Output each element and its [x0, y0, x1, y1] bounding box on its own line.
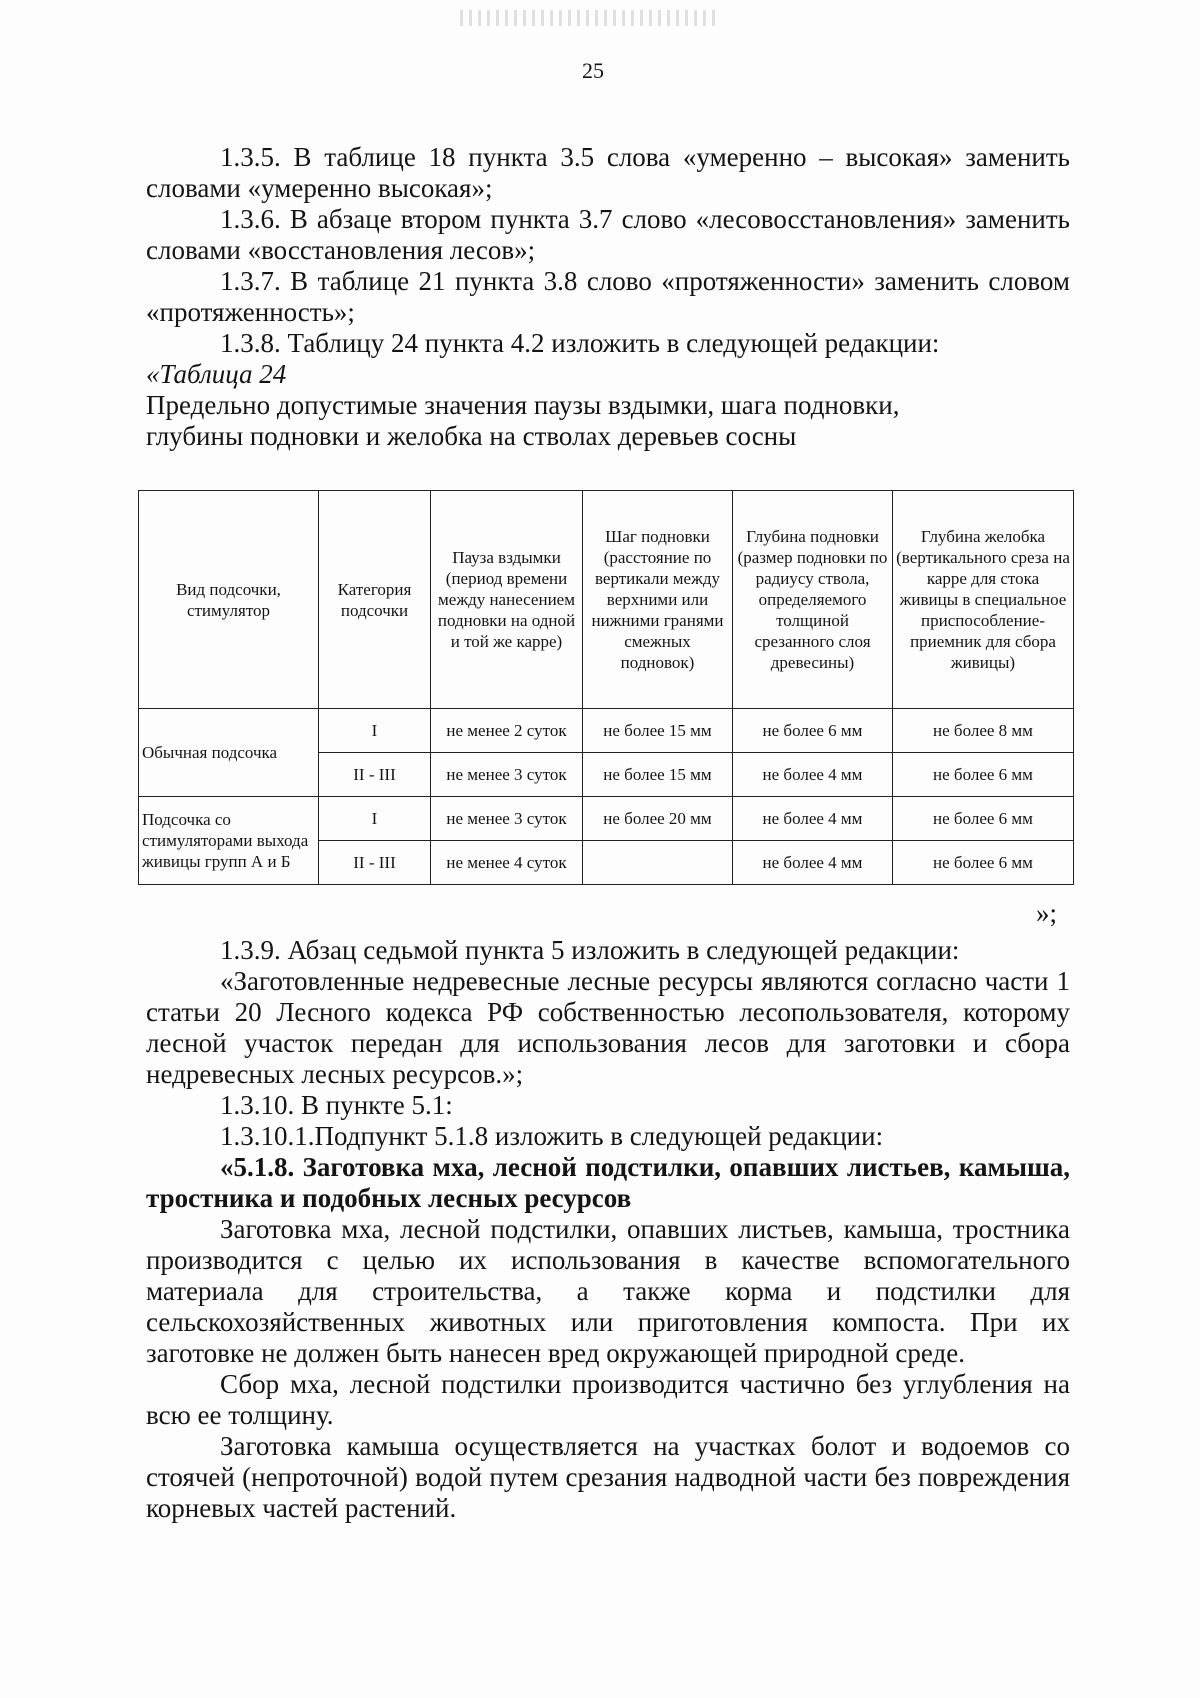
- cell-pause: не менее 3 суток: [431, 753, 583, 797]
- header-depth: Глубина подновки (размер подновки по радиусу ствола, определяемого толщиной срезанного слоя древесины): [733, 491, 893, 709]
- paragraph-quote: «Заготовленные недревесные лесные ресурсы являются согласно части 1 статьи 20 Лесного кодекса РФ собственностью лесопользователя, которому лесной участок передан для использования лесов для заготовки и сбора недревесных лесных ресурсов.»;: [146, 966, 1070, 1089]
- cell-category: I: [319, 709, 431, 753]
- cell-category: I: [319, 797, 431, 841]
- cell-depth: не более 4 мм: [733, 797, 893, 841]
- cell-groove: не более 6 мм: [893, 753, 1074, 797]
- paragraph-1-3-10: 1.3.10. В пункте 5.1:: [220, 1090, 453, 1120]
- cell-step: [583, 841, 733, 885]
- cell-pause: не менее 3 суток: [431, 797, 583, 841]
- table-title-line-1: Предельно допустимые значения паузы вздымки, шага подновки,: [146, 390, 900, 420]
- paragraph-1-3-6: 1.3.6. В абзаце втором пункта 3.7 слово «лесовосстановления» заменить словами «восстановления лесов»;: [146, 204, 1070, 265]
- header-category: Категория подсочки: [319, 491, 431, 709]
- cell-step: не более 20 мм: [583, 797, 733, 841]
- paragraph-1-3-8: 1.3.8. Таблицу 24 пункта 4.2 изложить в следующей редакции:: [220, 328, 940, 358]
- header-pause: Пауза вздымки (период времени между нанесением подновки на одной и той же карре): [431, 491, 583, 709]
- cell-pause: не менее 4 суток: [431, 841, 583, 885]
- group-ordinary: Обычная подсочка: [139, 709, 319, 797]
- cell-depth: не более 4 мм: [733, 753, 893, 797]
- paragraph-harvest: Заготовка мха, лесной подстилки, опавших листьев, камыша, тростника производится с целью их использования в качестве вспомогательного материала для строительства, а также корма и подстилки для сельскохозяйственных животных или приготовления компоста. При их заготовке не должен быть нанесен вред окружающей природной среде.: [146, 1214, 1070, 1368]
- group-stimulated: Подсочка со стимуляторами выхода живицы групп А и Б: [139, 797, 319, 885]
- table-row: [139, 709, 1074, 753]
- top-paragraphs: [146, 142, 1070, 452]
- cell-category: II - III: [319, 753, 431, 797]
- page-number: 25: [582, 58, 604, 83]
- limits-table: [138, 490, 1073, 885]
- cell-depth: не более 4 мм: [733, 841, 893, 885]
- paragraph-1-3-7: 1.3.7. В таблице 21 пункта 3.8 слово «протяженности» заменить словом «протяженность»;: [146, 266, 1070, 327]
- scan-artifact: [460, 10, 720, 26]
- table-label: «Таблица 24: [146, 359, 287, 389]
- header-groove: Глубина желобка (вертикального среза на карре для стока живицы в специальное приспособление-приемник для сбора живицы): [893, 491, 1074, 709]
- section-heading-5-1-8: «5.1.8. Заготовка мха, лесной подстилки, опавших листьев, камыша, тростника и подобных лесных ресурсов: [146, 1152, 1070, 1213]
- header-step: Шаг подновки (расстояние по вертикали между верхними или нижними гранями смежных подновок): [583, 491, 733, 709]
- cell-depth: не более 6 мм: [733, 709, 893, 753]
- paragraph-1-3-5: 1.3.5. В таблице 18 пункта 3.5 слова «умеренно – высокая» заменить словами «умеренно высокая»;: [146, 142, 1070, 203]
- header-type: Вид подсочки, стимулятор: [139, 491, 319, 709]
- cell-groove: не более 6 мм: [893, 797, 1074, 841]
- paragraph-moss: Сбор мха, лесной подстилки производится частично без углубления на всю ее толщину.: [146, 1369, 1070, 1430]
- cell-category: II - III: [319, 841, 431, 885]
- paragraph-1-3-10-1: 1.3.10.1.Подпункт 5.1.8 изложить в следующей редакции:: [220, 1121, 884, 1151]
- bottom-paragraphs: [146, 935, 1070, 1524]
- cell-groove: не более 6 мм: [893, 841, 1074, 885]
- table-close-quote: »;: [1036, 898, 1058, 928]
- cell-groove: не более 8 мм: [893, 709, 1074, 753]
- table-row: [139, 797, 1074, 841]
- cell-step: не более 15 мм: [583, 709, 733, 753]
- paragraph-1-3-9: 1.3.9. Абзац седьмой пункта 5 изложить в следующей редакции:: [220, 935, 960, 965]
- paragraph-reed: Заготовка камыша осуществляется на участках болот и водоемов со стоячей (непроточной) водой путем срезания надводной части без повреждения корневых частей растений.: [146, 1431, 1070, 1523]
- table-title-line-2: глубины подновки и желобка на стволах деревьев сосны: [146, 421, 797, 451]
- cell-pause: не менее 2 суток: [431, 709, 583, 753]
- cell-step: не более 15 мм: [583, 753, 733, 797]
